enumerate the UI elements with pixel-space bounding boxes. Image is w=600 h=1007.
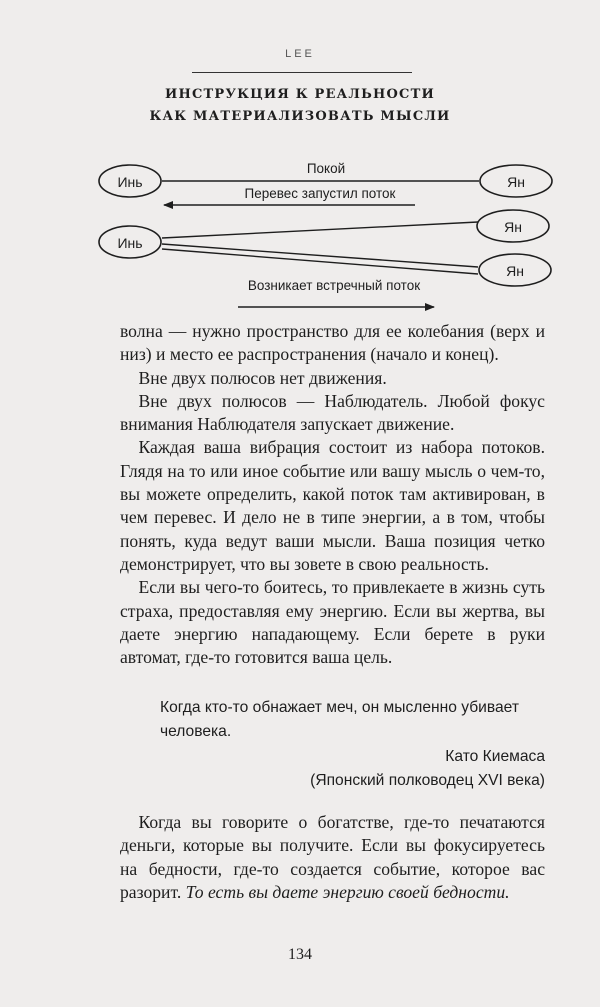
- page-number: 134: [288, 946, 312, 963]
- yang-2-node: Ян: [504, 219, 522, 235]
- epigraph-attribution: [160, 745, 545, 793]
- counter-flow-label: Возникает встречный поток: [247, 278, 421, 293]
- paragraph-3: Вне двух полюсов — Наблюдатель. Любой фокус внимания Наблюдателя запускает движение.: [120, 390, 545, 435]
- paragraph-4: Каждая ваша вибрация состоит из набора потоков. Глядя на то или иное событие или вашу мысль о чем-то, вы можете определить, какой поток там активирован, в чем перевес. И дело не в типе энергии, а в том, чтобы понять, куда ведут ваши мысли. Ваша позиция четко демонстрирует, что вы зовете в свою реальность.: [120, 437, 545, 574]
- yin-bottom-node: Инь: [117, 235, 143, 251]
- body-text-continued: [120, 811, 545, 904]
- header-rule: [192, 72, 412, 73]
- chapter-title-line-2: КАК МАТЕРИАЛИЗОВАТЬ МЫСЛИ: [149, 109, 451, 124]
- quote-author-note: (Японский полководец XVI века): [310, 772, 545, 789]
- paragraph-5: Если вы чего-то боитесь, то привлекаете в жизнь суть страха, предоставляя ему энергию. Если вы жертва, вы даете энергию нападающему. Если берете в руки автомат, где-то готовится ваша цель.: [120, 577, 545, 668]
- paragraph-6-italic: То есть вы даете энергию своей бедности.: [185, 881, 510, 902]
- quote-author-name: Като Киемаса: [445, 748, 545, 765]
- chapter-title: [0, 84, 600, 128]
- yang-1-node: Ян: [507, 174, 525, 190]
- flow-line-3: [162, 249, 478, 274]
- running-header-author: LEE: [285, 48, 315, 60]
- yin-yang-flow-diagram: [98, 150, 558, 320]
- yin-top-node: Инь: [117, 174, 143, 190]
- yang-3-node: Ян: [506, 263, 524, 279]
- body-text: [120, 320, 545, 669]
- paragraph-2: Вне двух полюсов нет движения.: [138, 367, 387, 388]
- paragraph-6-regular: Когда вы говорите о богатстве, где-то печатаются деньги, которые вы получите. Если вы фокусируетесь на бедности, где-то создается событие, которое вас разорит.: [120, 812, 545, 902]
- flow-line-2: [162, 244, 478, 267]
- paragraph-1: волна — нужно пространство для ее колебания (верх и низ) и место ее распространения (начало и конец).: [120, 321, 545, 365]
- epigraph-quote: Когда кто-то обнажает меч, он мысленно убивает человека.: [160, 699, 519, 740]
- flow-line-1: [162, 222, 478, 238]
- calm-label: Покой: [306, 161, 346, 176]
- paragraph-6: [120, 811, 545, 904]
- imbalance-label: Перевес запустил поток: [244, 186, 396, 201]
- chapter-title-line-1: ИНСТРУКЦИЯ К РЕАЛЬНОСТИ: [165, 87, 435, 102]
